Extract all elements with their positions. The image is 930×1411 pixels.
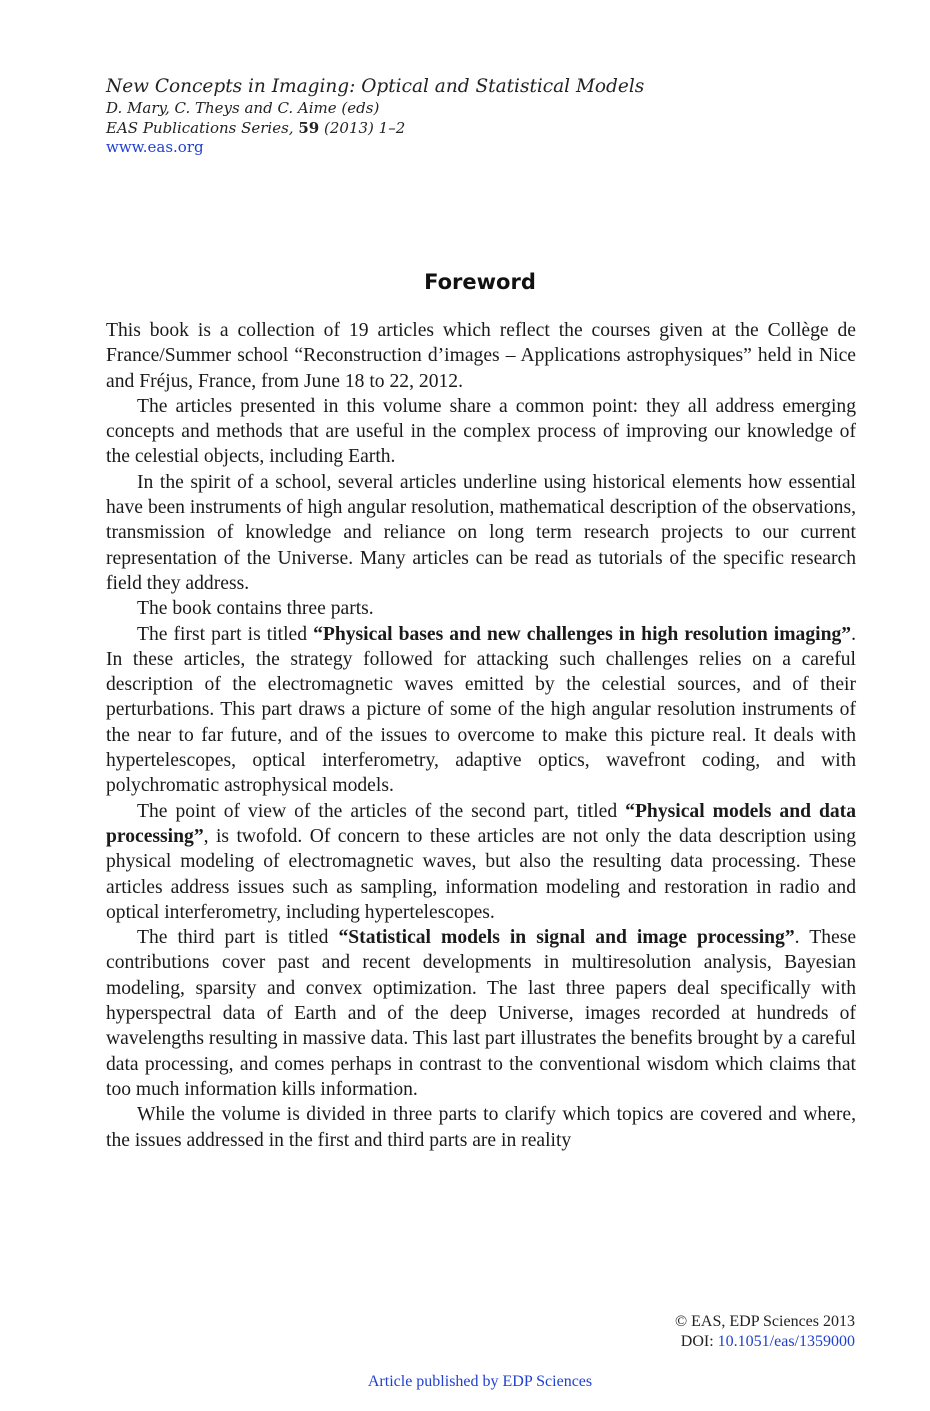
paragraph-part-two [106,799,856,925]
part-two-pre: The point of view of the articles of the second part, titled [137,800,626,822]
paragraph-intro: This book is a collection of 19 articles which reflect the courses given at the Collège de France/Summer school “Reconstruction d’images – Applications astrophysiques” held in Nice and Fréjus, France, from June 18 to 22, 2012. [106,320,856,392]
series-prefix: EAS Publications Series, [106,119,294,137]
paragraph-part-three [106,925,856,1102]
editors-line: D. Mary, C. Theys and C. Aime (eds) [106,99,380,117]
paragraph-school-spirit: In the spirit of a school, several articles underline using historical elements how essential have been instruments of high angular resolution, mathematical description of the observations, transmission of knowledge and reliance on long term research projects to our current representation of the Universe. Many articles can be read as tutorials of the specific research field they address. [106,471,856,594]
foreword-body [106,318,856,1153]
part-three-title: “Statistical models in signal and image processing” [338,927,795,949]
part-one-pre: The first part is titled [137,623,314,645]
series-volume: 59 [298,119,320,137]
doi-line [675,1332,855,1352]
doi-link[interactable]: 10.1051/eas/1359000 [717,1333,855,1350]
doi-label: DOI: [680,1333,714,1350]
paragraph-part-one [106,622,856,799]
part-one-title: “Physical bases and new challenges in high resolution imaging” [313,623,852,645]
part-two-post: , is twofold. Of concern to these articles are not only the data description using physical modeling of electromagnetic waves, but also the resulting data processing. These articles address issues such as sampling, information modeling and restoration in radio and optical interferometry, including hypertelescopes. [106,825,856,923]
website-link[interactable]: www.eas.org [106,138,204,156]
running-header [106,76,706,156]
paragraph-three-parts: The book contains three parts. [137,598,374,620]
part-three-pre: The third part is titled [137,927,339,949]
page-title: Foreword [424,270,536,294]
paragraph-volume-division: While the volume is divided in three parts to clarify which topics are covered and where, the issues addressed in the first and third parts are in reality [106,1104,856,1151]
paragraph-common-point: The articles presented in this volume share a common point: they all address emerging concepts and methods that are useful in the complex process of improving our knowledge of the celestial objects, including Earth. [106,395,856,468]
book-title: New Concepts in Imaging: Optical and Statistical Models [106,76,645,97]
published-by-link[interactable]: Article published by EDP Sciences [367,1373,593,1390]
copyright-line: © EAS, EDP Sciences 2013 [675,1313,855,1330]
series-line [106,118,706,138]
copyright-block [675,1312,855,1352]
part-two-title: “Physical models and data processing” [106,800,856,847]
part-one-post: . In these articles, the strategy followed for attacking such challenges relies on a careful description of the electromagnetic waves emitted by the celestial sources, and of their perturbations. This part draws a picture of some of the high angular resolution instruments of the near to far future, and of the issues to overcome to make this picture real. It deals with hypertelescopes, optical interferometry, adaptive optics, wavefront coding, and with polychromatic astrophysical models. [106,623,856,797]
part-three-post: . These contributions cover past and recent developments in multiresolution analysis, Bayesian modeling, sparsity and convex optimization. The last three papers deal specifically with hyperspectral data of Earth and of the deep Universe, images recorded at hundreds of wavelengths resulting in massive data. This last part illustrates the benefits brought by a careful data processing, and comes perhaps in contrast to the conventional wisdom which claims that too much information kills information. [106,927,857,1100]
series-suffix: (2013) 1–2 [324,119,406,137]
